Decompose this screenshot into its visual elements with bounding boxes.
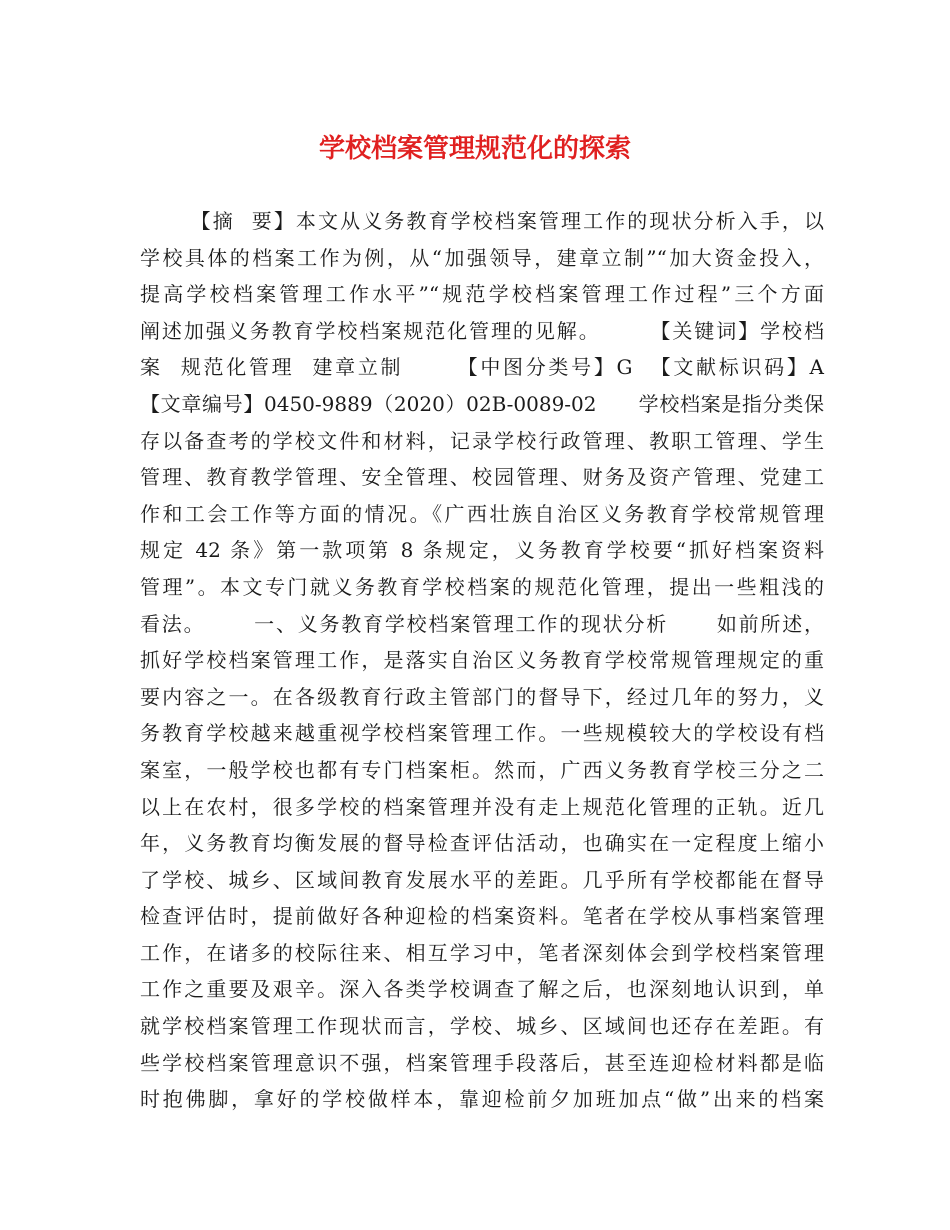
body-line: 存以备查考的学校文件和材料，记录学校行政管理、教职工管理、学生 bbox=[140, 428, 824, 453]
body-line: 务教育学校越来越重视学校档案管理工作。一些规模较大的学校设有档 bbox=[140, 721, 824, 746]
body-line: 抓好学校档案管理工作，是落实自治区义务教育学校常规管理规定的重 bbox=[140, 648, 824, 673]
document-title: 学校档案管理规范化的探索 bbox=[318, 134, 631, 164]
body-line: 以上在农村，很多学校的档案管理并没有走上规范化管理的正轨。近几 bbox=[140, 794, 824, 819]
body-line: 【文章编号】0450-9889（2020）02B-0089-02 学校档案是指分类保 bbox=[140, 391, 824, 416]
body-line: 案 规范化管理 建章立制 【中图分类号】G 【文献标识码】A bbox=[140, 355, 824, 380]
body-line: 案室，一般学校也都有专门档案柜。然而，广西义务教育学校三分之二 bbox=[140, 757, 824, 782]
body-line: 【摘 要】本文从义务教育学校档案管理工作的现状分析入手，以 bbox=[140, 209, 824, 233]
body-line: 作和工会工作等方面的情况。《广西壮族自治区义务教育学校常规管理 bbox=[140, 501, 824, 526]
document-body bbox=[140, 203, 824, 1118]
body-line: 就学校档案管理工作现状而言，学校、城乡、区域间也还存在差距。有 bbox=[140, 1014, 824, 1039]
body-line: 工作之重要及艰辛。深入各类学校调查了解之后，也深刻地认识到，单 bbox=[140, 977, 824, 1002]
body-line: 检查评估时，提前做好各种迎检的档案资料。笔者在学校从事档案管理 bbox=[140, 904, 824, 929]
body-line: 工作，在诸多的校际往来、相互学习中，笔者深刻体会到学校档案管理 bbox=[140, 940, 824, 965]
body-line: 提高学校档案管理工作水平”“规范学校档案管理工作过程”三个方面 bbox=[140, 282, 824, 307]
body-line: 管理”。本文专门就义务教育学校档案的规范化管理，提出一些粗浅的 bbox=[140, 574, 824, 599]
body-line: 阐述加强义务教育学校档案规范化管理的见解。 【关键词】学校档 bbox=[140, 318, 824, 343]
body-line: 看法。 一、义务教育学校档案管理工作的现状分析 如前所述， bbox=[140, 611, 824, 636]
body-line: 规定 42 条》第一款项第 8 条规定，义务教育学校要“抓好档案资料 bbox=[140, 538, 824, 563]
body-line: 了学校、城乡、区域间教育发展水平的差距。几乎所有学校都能在督导 bbox=[140, 867, 824, 892]
body-line: 管理、教育教学管理、安全管理、校园管理、财务及资产管理、党建工 bbox=[140, 465, 824, 490]
body-line: 要内容之一。在各级教育行政主管部门的督导下，经过几年的努力，义 bbox=[140, 684, 824, 709]
body-line: 年，义务教育均衡发展的督导检查评估活动，也确实在一定程度上缩小 bbox=[140, 831, 824, 856]
body-line: 时抱佛脚，拿好的学校做样本，靠迎检前夕加班加点“做”出来的档案 bbox=[140, 1087, 824, 1112]
body-line: 学校具体的档案工作为例，从“加强领导，建章立制”“加大资金投入， bbox=[140, 245, 824, 270]
body-line: 些学校档案管理意识不强，档案管理手段落后，甚至连迎检材料都是临 bbox=[140, 1050, 824, 1075]
